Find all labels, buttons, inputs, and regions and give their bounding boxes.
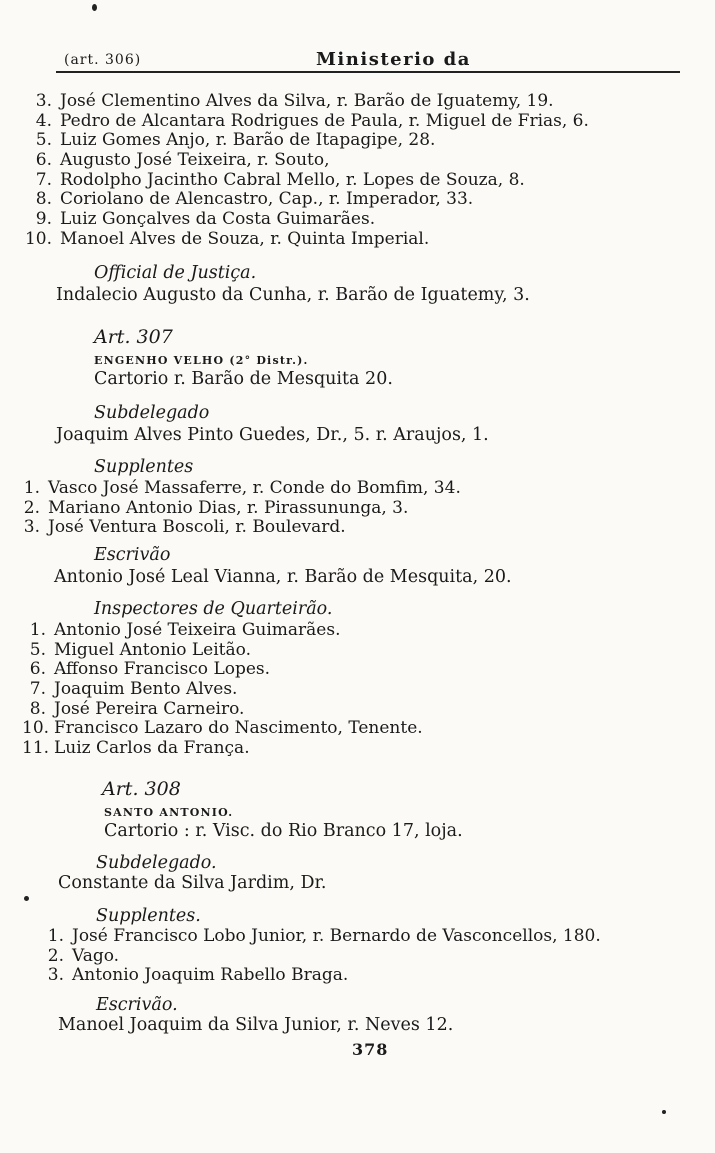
art-307-escrivao-heading: Escrivão <box>94 545 171 565</box>
list-item: 7. Rodolpho Jacintho Cabral Mello, r. Lopes de Souza, 8. <box>35 169 525 190</box>
ink-speck <box>92 4 97 11</box>
list-item: 8. Coriolano de Alencastro, Cap., r. Imperador, 33. <box>35 189 474 210</box>
list-item: 1. Antonio José Teixeira Guimarães. <box>29 620 341 640</box>
list-item: 10. Francisco Lazaro do Nascimento, Tenente. <box>22 718 423 739</box>
art-307-escrivao: Antonio José Leal Vianna, r. Barão de Mesquita, 20. <box>54 567 512 587</box>
art-308-subdelegado-heading: Subdelegado. <box>96 853 217 873</box>
list-item: 4. Pedro de Alcantara Rodrigues de Paula, r. Miguel de Frias, 6. <box>35 110 589 131</box>
list-item: 2. Mariano Antonio Dias, r. Pirassununga, 3. <box>23 497 409 518</box>
official-name: Indalecio Augusto da Cunha, r. Barão de Iguatemy, 3. <box>56 285 530 305</box>
list-item: 5. Luiz Gomes Anjo, r. Barão de Itapagipe, 28. <box>35 130 436 151</box>
ink-speck <box>24 896 29 901</box>
list-item: 3. Antonio Joaquim Rabello Braga. <box>47 965 349 986</box>
art-308-escrivao-heading: Escrivão. <box>96 995 178 1015</box>
list-item: 3. José Ventura Boscoli, r. Boulevard. <box>23 517 346 538</box>
list-item: 9. Luiz Gonçalves da Costa Guimarães. <box>35 209 376 230</box>
list-item: 8. José Pereira Carneiro. <box>29 698 245 719</box>
art-307-cartorio: Cartorio r. Barão de Mesquita 20. <box>94 369 393 389</box>
art-308-escrivao: Manoel Joaquim da Silva Junior, r. Neves 12. <box>58 1015 454 1035</box>
art-308-supplentes-list <box>40 927 601 986</box>
art-308-supplentes-heading: Supplentes. <box>96 906 201 926</box>
page-footer-mark: 378 <box>352 1040 389 1059</box>
art-307-title: Art. 307 <box>94 326 173 348</box>
header-title: Ministerio da <box>316 49 471 70</box>
art-307-district: ENGENHO VELHO (2° Distr.). <box>94 354 309 367</box>
art-308-title: Art. 308 <box>102 778 181 800</box>
art-308-cartorio: Cartorio : r. Visc. do Rio Branco 17, loja. <box>104 821 463 841</box>
list-item: 11. Luiz Carlos da França. <box>22 738 250 759</box>
official-heading: Official de Justiça. <box>94 263 257 283</box>
art-307-subdelegado: Joaquim Alves Pinto Guedes, Dr., 5. r. Araujos, 1. <box>56 425 489 445</box>
list-item: 5. Miguel Antonio Leitão. <box>29 639 251 660</box>
list-item: 7. Joaquim Bento Alves. <box>29 679 238 700</box>
header-article-ref: (art. 306) <box>64 52 142 68</box>
list-item: 1. José Francisco Lobo Junior, r. Bernardo de Vasconcellos, 180. <box>47 926 601 946</box>
art-307-supplentes-heading: Supplentes <box>94 457 194 477</box>
page-header <box>56 46 680 72</box>
top-list <box>18 92 589 250</box>
art-307-inspectores-list <box>22 621 423 759</box>
art-308-district: SANTO ANTONIO. <box>104 806 234 819</box>
list-item: 6. Augusto José Teixeira, r. Souto, <box>35 150 330 171</box>
header-rule <box>56 71 680 73</box>
list-item: 10. Manoel Alves de Souza, r. Quinta Imperial. <box>24 228 430 249</box>
list-item: 3. José Clementino Alves da Silva, r. Barão de Iguatemy, 19. <box>35 91 554 111</box>
list-item: 1. Vasco José Massaferre, r. Conde do Bomfim, 34. <box>23 478 461 498</box>
art-307-supplentes-list <box>14 479 461 538</box>
art-307-inspectores-heading: Inspectores de Quarteirão. <box>94 599 333 619</box>
ink-speck <box>662 1110 666 1114</box>
list-item: 6. Affonso Francisco Lopes. <box>29 659 271 680</box>
list-item: 2. Vago. <box>47 945 120 966</box>
art-308-subdelegado: Constante da Silva Jardim, Dr. <box>58 873 327 893</box>
art-307-subdelegado-heading: Subdelegado <box>94 403 210 423</box>
